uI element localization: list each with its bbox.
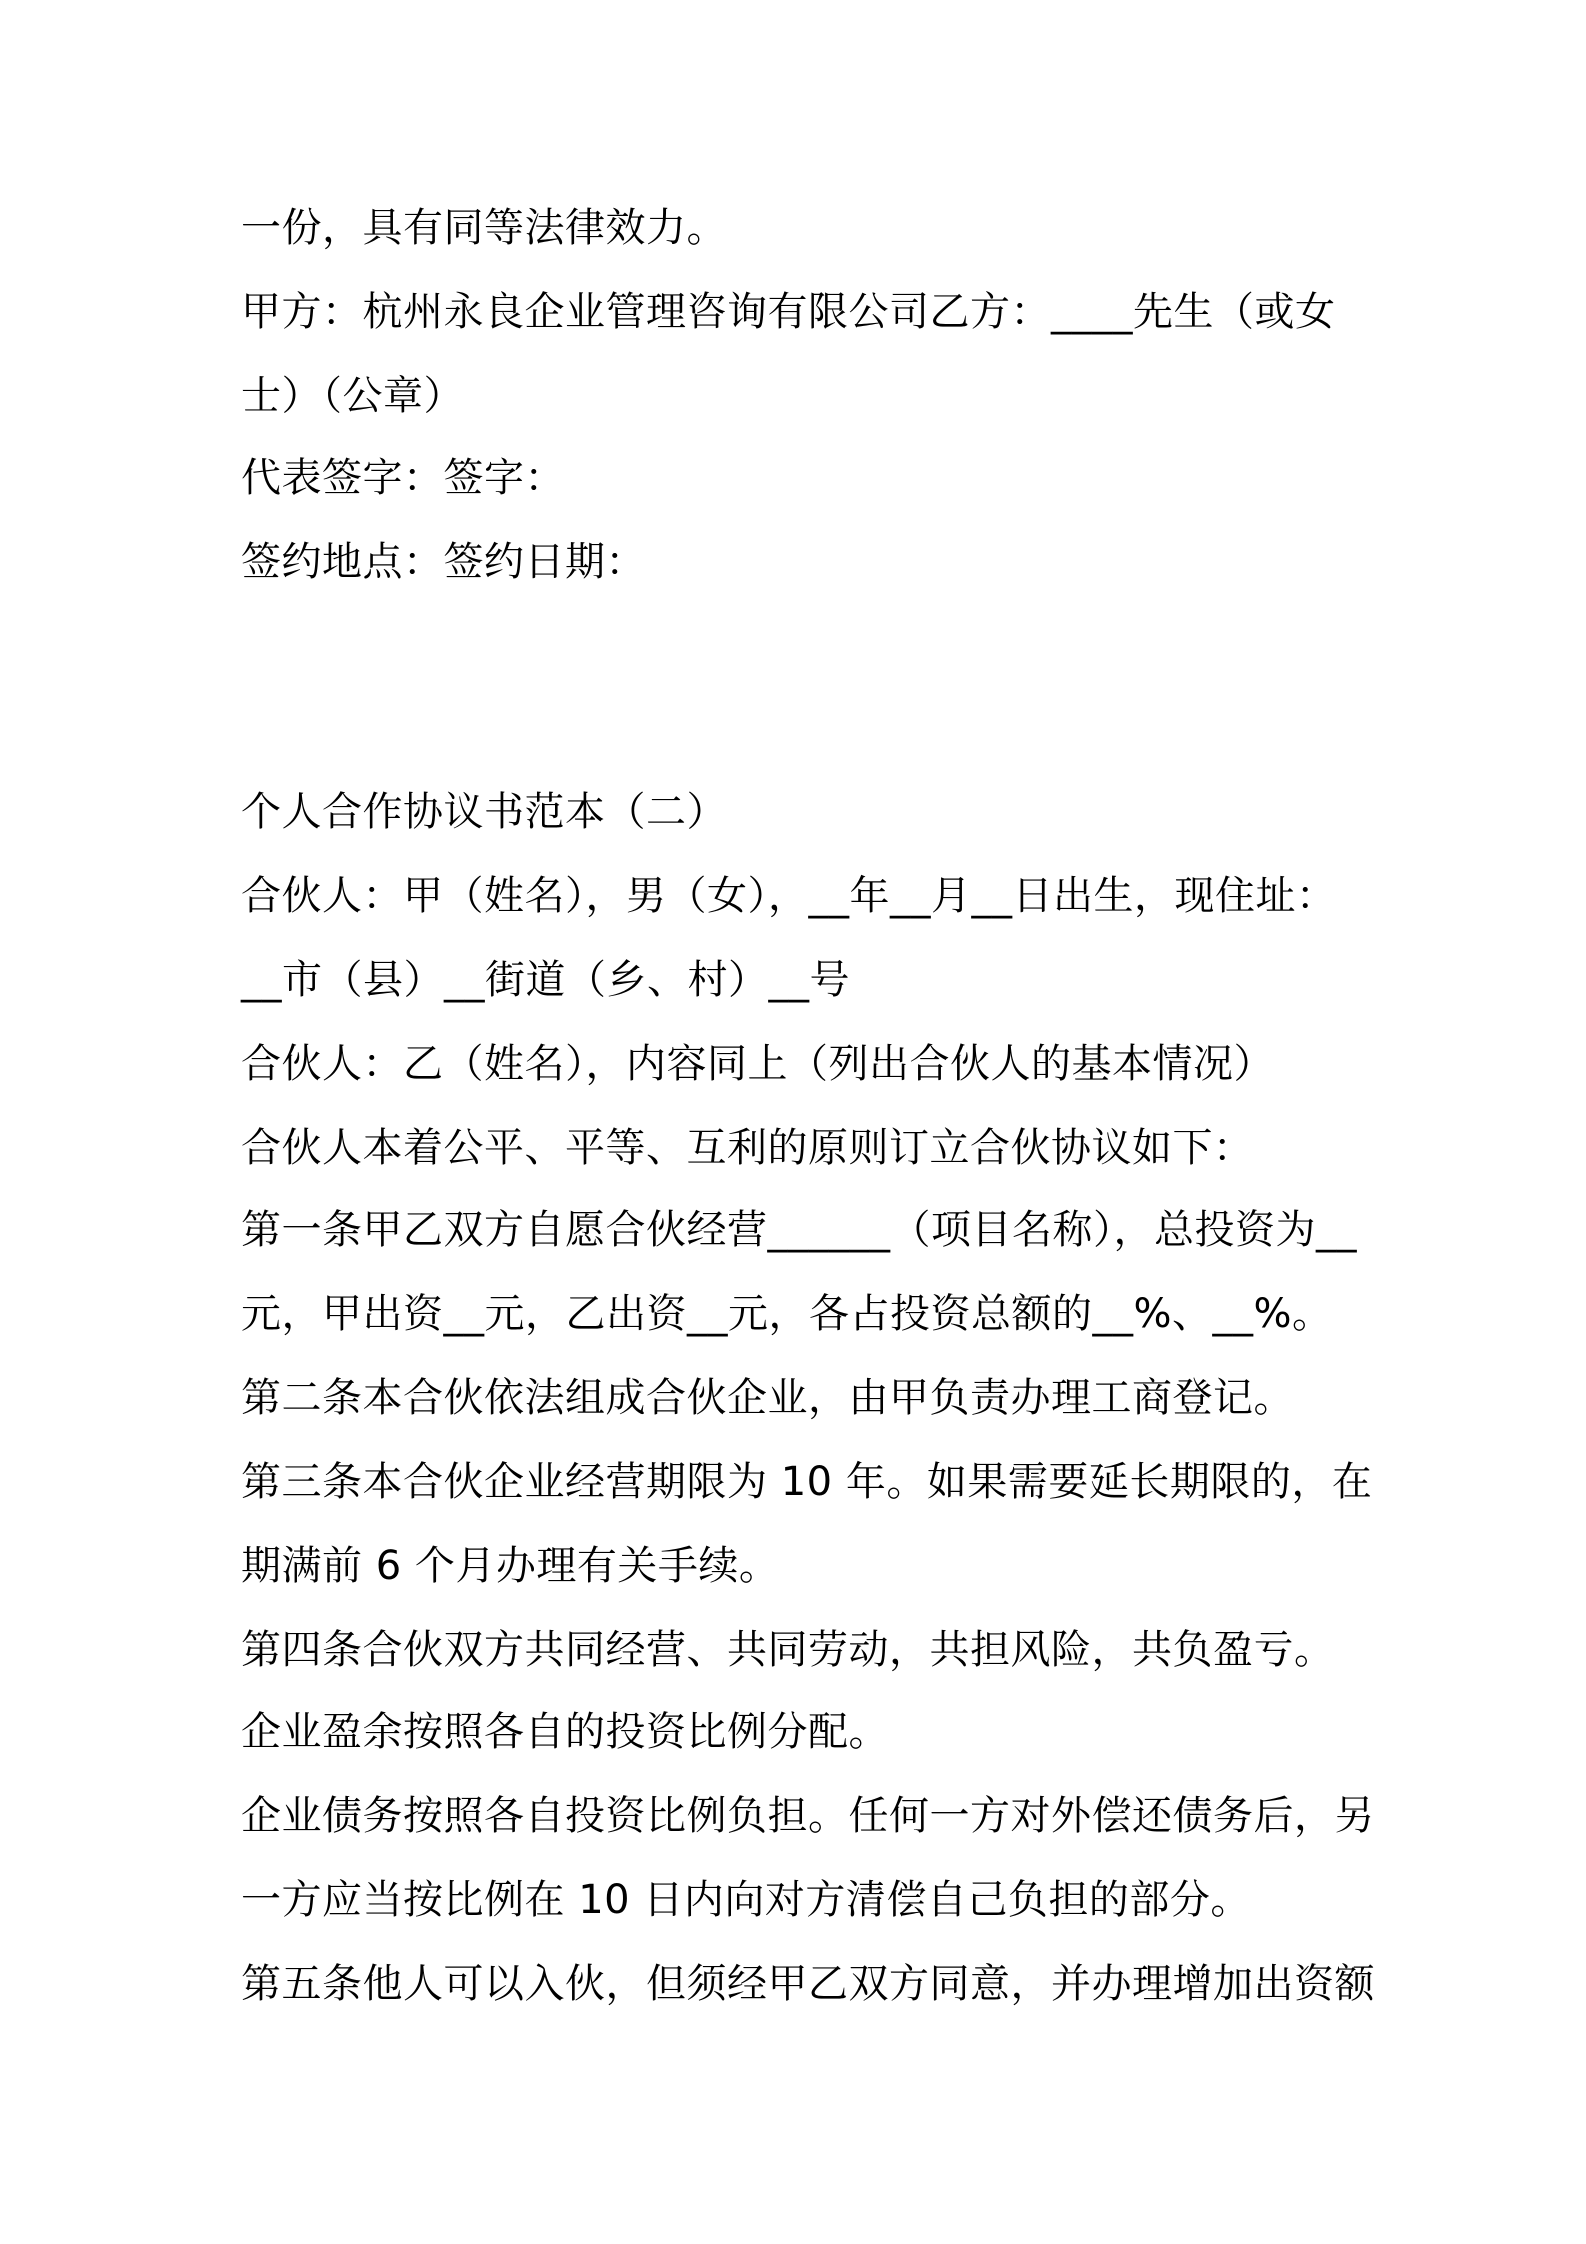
text-line: 合伙人：甲（姓名），男（女），__年__月__日出生，现住址： [241,873,1337,919]
text-line: 签约地点：签约日期： [241,539,646,585]
text-line: 企业盈余按照各自的投资比例分配。 [241,1709,889,1755]
text-line: 士）（公章） [241,373,464,419]
text-line: 第五条他人可以入伙，但须经甲乙双方同意，并办理增加出资额 [241,1961,1375,2007]
text-line: 第四条合伙双方共同经营、共同劳动，共担风险，共负盈亏。 [241,1627,1335,1673]
text-line: 合伙人本着公平、平等、互利的原则订立合伙协议如下： [241,1125,1254,1171]
text-line: 代表签字：签字： [241,455,565,501]
text-line: 合伙人：乙（姓名），内容同上（列出合伙人的基本情况） [241,1041,1274,1087]
text-line: 第三条本合伙企业经营期限为 10 年。如果需要延长期限的，在 [241,1459,1373,1505]
text-line: 第二条本合伙依法组成合伙企业，由甲负责办理工商登记。 [241,1375,1294,1421]
text-line: 一方应当按比例在 10 日内向对方清偿自己负担的部分。 [241,1877,1251,1923]
text-line: 元，甲出资__元，乙出资__元，各占投资总额的__%、__%。 [241,1291,1333,1337]
text-line: __市（县）__街道（乡、村）__号 [241,957,850,1003]
text-line: 甲方：杭州永良企业管理咨询有限公司乙方：____先生（或女 [241,289,1336,335]
text-line: 企业债务按照各自投资比例负担。任何一方对外偿还债务后，另 [241,1793,1375,1839]
text-line: 一份，具有同等法律效力。 [241,205,727,251]
section-title: 个人合作协议书范本（二） [241,789,727,835]
text-line: 期满前 6 个月办理有关手续。 [241,1543,780,1589]
text-line: 第一条甲乙双方自愿合伙经营______（项目名称），总投资为__ [241,1207,1357,1253]
